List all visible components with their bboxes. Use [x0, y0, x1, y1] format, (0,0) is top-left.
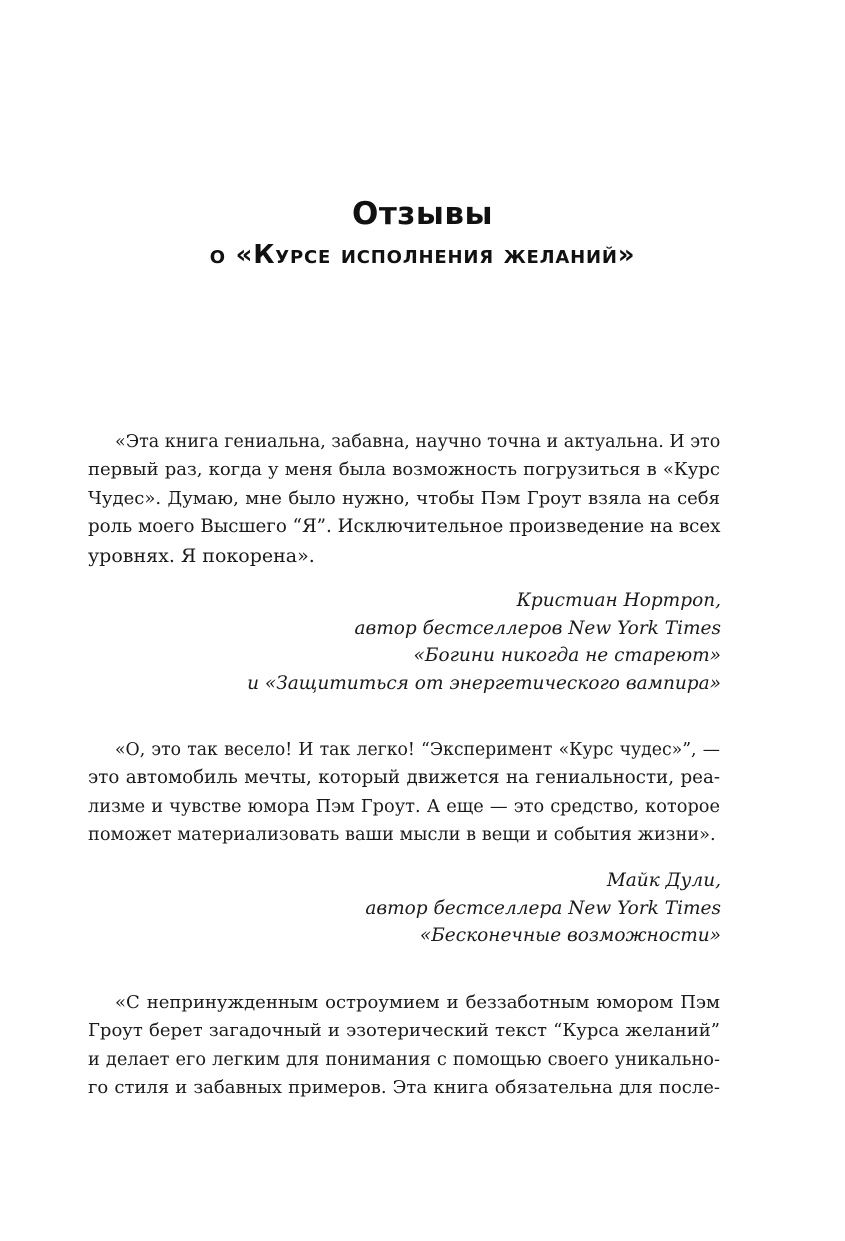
review-1-author-credit: автор бестселлеров New York Times [354, 617, 721, 639]
review-quote-1 [88, 428, 720, 570]
review-1-author: Кристиан Нортроп, [516, 590, 721, 611]
page-title: Отзывы [351, 196, 494, 232]
review-2-author: Майк Дули, [606, 870, 721, 891]
review-3-line-2: Гроут берет загадочный и эзотерический текст “Курса желаний” [88, 1020, 720, 1042]
review-1-line-3: Чудес». Думаю, мне было нужно, чтобы Пэм Гроут взяла на себя [88, 487, 720, 509]
review-1-line-5: уровнях. Я покорена». [88, 544, 315, 567]
review-2-line-1: «О, это так весело! И так легко! “Эксперимент «Курс чудес»”, — [115, 740, 720, 760]
page-subtitle: о «Курсе исполнения желаний» [209, 240, 636, 270]
review-quote-3 [88, 989, 720, 1103]
review-quote-2 [88, 736, 720, 850]
review-2-line-4: поможет материализовать ваши мысли в вещи и события жизни». [88, 825, 716, 846]
review-attribution-2 [121, 867, 721, 950]
review-3-line-1: «С непринужденным остроумием и беззаботным юмором Пэм [115, 992, 720, 1013]
review-attribution-1 [121, 587, 721, 697]
review-1-author-book-2: и «Защититься от энергетического вампира» [247, 672, 721, 694]
review-3-line-4: го стиля и забавных примеров. Эта книга обязательна для после- [88, 1077, 720, 1099]
review-2-author-credit: автор бестселлера New York Times [365, 897, 721, 919]
review-1-line-4: роль моего Высшего “Я”. Исключительное произведение на всех [88, 516, 721, 538]
review-3-line-3: и делает его легким для понимания с помощью своего уникально- [88, 1049, 720, 1070]
review-1-line-1: «Эта книга гениальна, забавна, научно точна и актуальна. И это [115, 432, 721, 452]
review-2-line-3: лизме и чувстве юмора Пэм Гроут. А еще — это средство, которое [88, 796, 720, 817]
review-2-line-2: это автомобиль мечты, который движется на гениальности, реа- [88, 767, 720, 789]
review-2-author-book: «Бесконечные возможности» [419, 925, 721, 946]
review-1-author-book-1: «Богини никогда не стареют» [413, 645, 721, 666]
review-1-line-2: первый раз, когда у меня была возможность погрузиться в «Курс [88, 459, 720, 481]
